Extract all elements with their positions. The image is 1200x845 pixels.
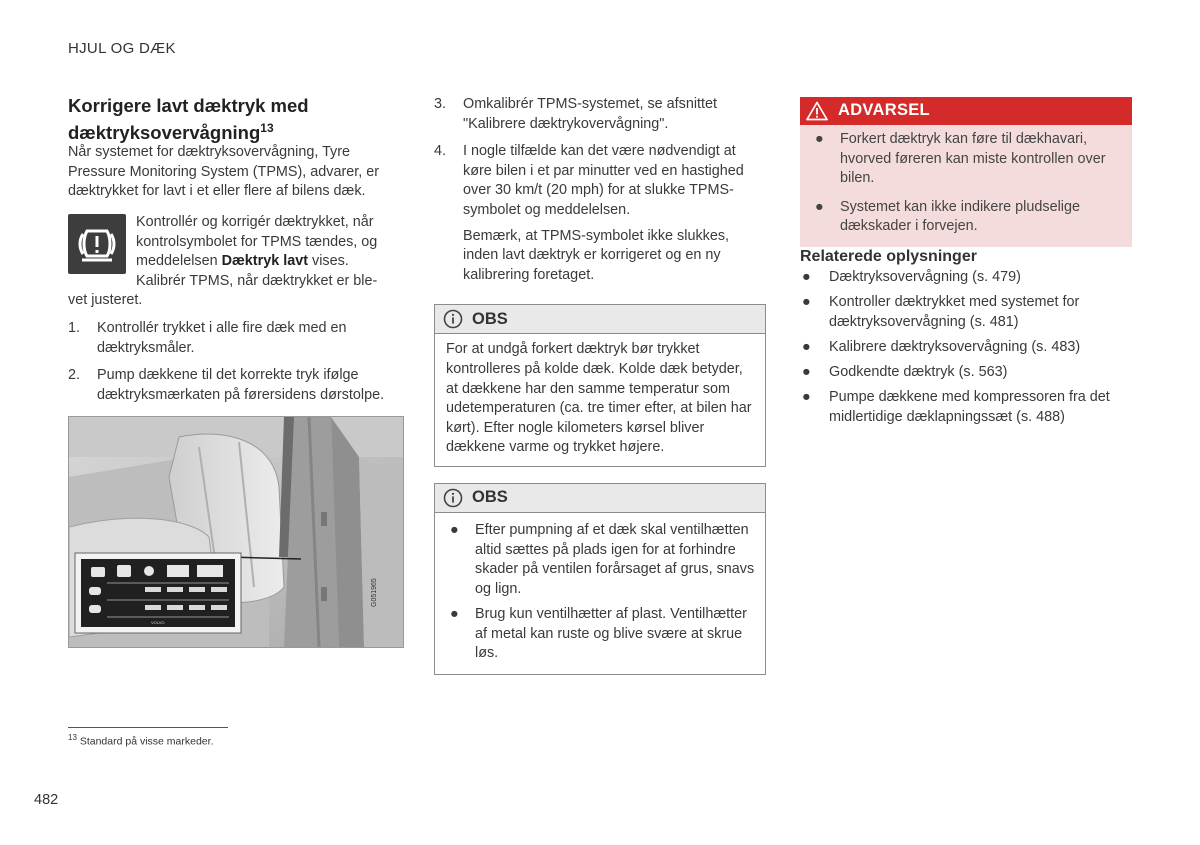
footnote-text: Standard på visse markeder.	[79, 735, 214, 748]
step-item	[68, 319, 403, 358]
footnote-divider	[68, 727, 228, 728]
bullet-dot: ●	[450, 521, 459, 538]
related-info-list	[800, 268, 1132, 433]
bullet-dot: ●	[450, 606, 459, 623]
list-item	[446, 521, 755, 599]
tpms-instruction	[136, 213, 401, 291]
tpms-instruction-part2: vises. Kalibrér TPMS, når dæktrykket er ble-	[136, 253, 378, 289]
tpms-instruction-continued: vet justeret.	[68, 292, 143, 308]
obs-bullets	[435, 513, 765, 674]
obs-text: For at undgå forkert dæktryk bør trykket kontrolleres på kolde dæk. Kolde dæk betyder, at dækkene har den samme temperatur som udetemperaturen (ca. tre timer efter, at bilen har kørt). Efter nogle kilometers kørsel bliver dækkene varme og trykket højere.	[446, 341, 752, 456]
bullet-dot: ●	[802, 294, 811, 311]
related-link-text: Kontroller dæktrykket med systemet for dæktryksovervågning (s. 481)	[829, 294, 1080, 330]
step-item	[434, 142, 766, 220]
step-number: 4.	[434, 143, 447, 160]
bullet-dot: ●	[802, 269, 811, 285]
info-icon	[443, 309, 463, 329]
related-link[interactable]	[800, 363, 1132, 383]
obs-header	[435, 484, 765, 513]
related-link-text: Dæktryksovervågning (s. 479)	[829, 269, 1021, 285]
warning-header	[800, 97, 1132, 125]
list-item	[811, 130, 1122, 189]
section-title	[68, 95, 368, 144]
warning-label: ADVARSEL	[838, 101, 930, 120]
step-text: I nogle tilfælde kan det være nødvendigt at køre bilen i et par minutter ved en hastighed over 30 km/t (20 mph) for at slukke TPMS-symbolet og meddelelsen.	[463, 143, 744, 218]
step-item	[68, 366, 403, 405]
list-item	[446, 605, 755, 664]
step-number: 2.	[68, 367, 81, 384]
list-item	[811, 198, 1122, 237]
running-head: HJUL OG DÆK	[68, 40, 176, 57]
obs-header	[435, 305, 765, 334]
related-link-text: Pumpe dækkene med kompressoren fra det midlertidige dæklapningssæt (s. 488)	[829, 388, 1110, 425]
info-icon	[443, 488, 463, 508]
bullet-dot: ●	[802, 363, 811, 380]
intro-paragraph: Når systemet for dæktryksovervågning, Tyre Pressure Monitoring System (TPMS), advarer, er dæktrykket for lavt i et eller flere af bilens dæk.	[68, 144, 380, 200]
obs-label: OBS	[472, 488, 508, 507]
warning-box	[800, 97, 1132, 247]
related-link[interactable]	[800, 338, 1132, 358]
step-text: Kontrollér trykket i alle fire dæk med en dæktryksmåler.	[97, 320, 347, 356]
footnote	[68, 733, 213, 748]
footnote-ref: 13	[68, 733, 77, 742]
related-link[interactable]	[800, 293, 1132, 332]
step-text: Pump dækkene til det korrekte tryk ifølge dæktryksmærkaten på førersidens dørstolpe.	[97, 367, 385, 403]
step4-note: Bemærk, at TPMS-symbolet ikke slukkes, inden lavt dæktryk er korrigeret og en ny kalibrering foretaget.	[463, 227, 730, 283]
related-info-title: Relaterede oplysninger	[800, 248, 977, 265]
bullet-dot: ●	[815, 198, 824, 215]
bullet-dot: ●	[802, 388, 811, 405]
bullet-text: Brug kun ventilhætter af plast. Ventilhætter af metal kan ruste og blive svære at skrue løs.	[475, 606, 747, 662]
section-title-text: Korrigere lavt dæktryk med dæktryksovervågning	[68, 95, 309, 143]
related-link-text: Kalibrere dæktryksovervågning (s. 483)	[829, 338, 1081, 355]
related-link[interactable]	[800, 268, 1132, 288]
middle-column	[434, 95, 766, 675]
obs-note-cold-tyres	[434, 304, 766, 467]
bullet-text: Systemet kan ikke indikere pludselige dækskader i forvejen.	[840, 198, 1080, 235]
door-pillar-tyre-label-photo	[68, 416, 404, 648]
bullet-text: Efter pumpning af et dæk skal ventilhætten altid sættes på plads igen for at forhindre skader på ventilen forårsaget af grus, snavs og lign.	[475, 521, 755, 597]
obs-note-valve-caps	[434, 483, 766, 675]
message-dæktryk-lavt: Dæktryk lavt	[221, 253, 308, 270]
step-number: 1.	[68, 320, 81, 336]
related-link[interactable]	[800, 388, 1132, 427]
steps-list-left	[68, 319, 403, 413]
page-number: 482	[34, 792, 59, 808]
warning-triangle-icon	[806, 101, 828, 121]
bullet-dot: ●	[815, 131, 824, 147]
tpms-warning-icon	[68, 214, 126, 274]
step-text: Omkalibrér TPMS-systemet, se afsnittet "Kalibrere dæktrykovervågning".	[463, 96, 718, 132]
bullet-dot: ●	[802, 338, 811, 355]
tpms-instruction-part1: Kontrollér og korrigér dæktrykket, når kontrolsymbolet for TPMS tændes, og meddelelsen	[136, 214, 378, 270]
bullet-text: Forkert dæktryk kan føre til dækhavari, hvorved føreren kan miste kontrollen over bilen.	[840, 131, 1106, 187]
svg-text:VOLVO: VOLVO	[151, 620, 165, 625]
image-code: G051965	[371, 578, 378, 607]
obs-label: OBS	[472, 309, 508, 328]
title-footnote-ref: 13	[260, 121, 274, 135]
warning-bullets	[800, 125, 1132, 247]
step-item	[434, 95, 766, 134]
related-link-text: Godkendte dæktryk (s. 563)	[829, 363, 1008, 380]
step-number: 3.	[434, 96, 447, 112]
